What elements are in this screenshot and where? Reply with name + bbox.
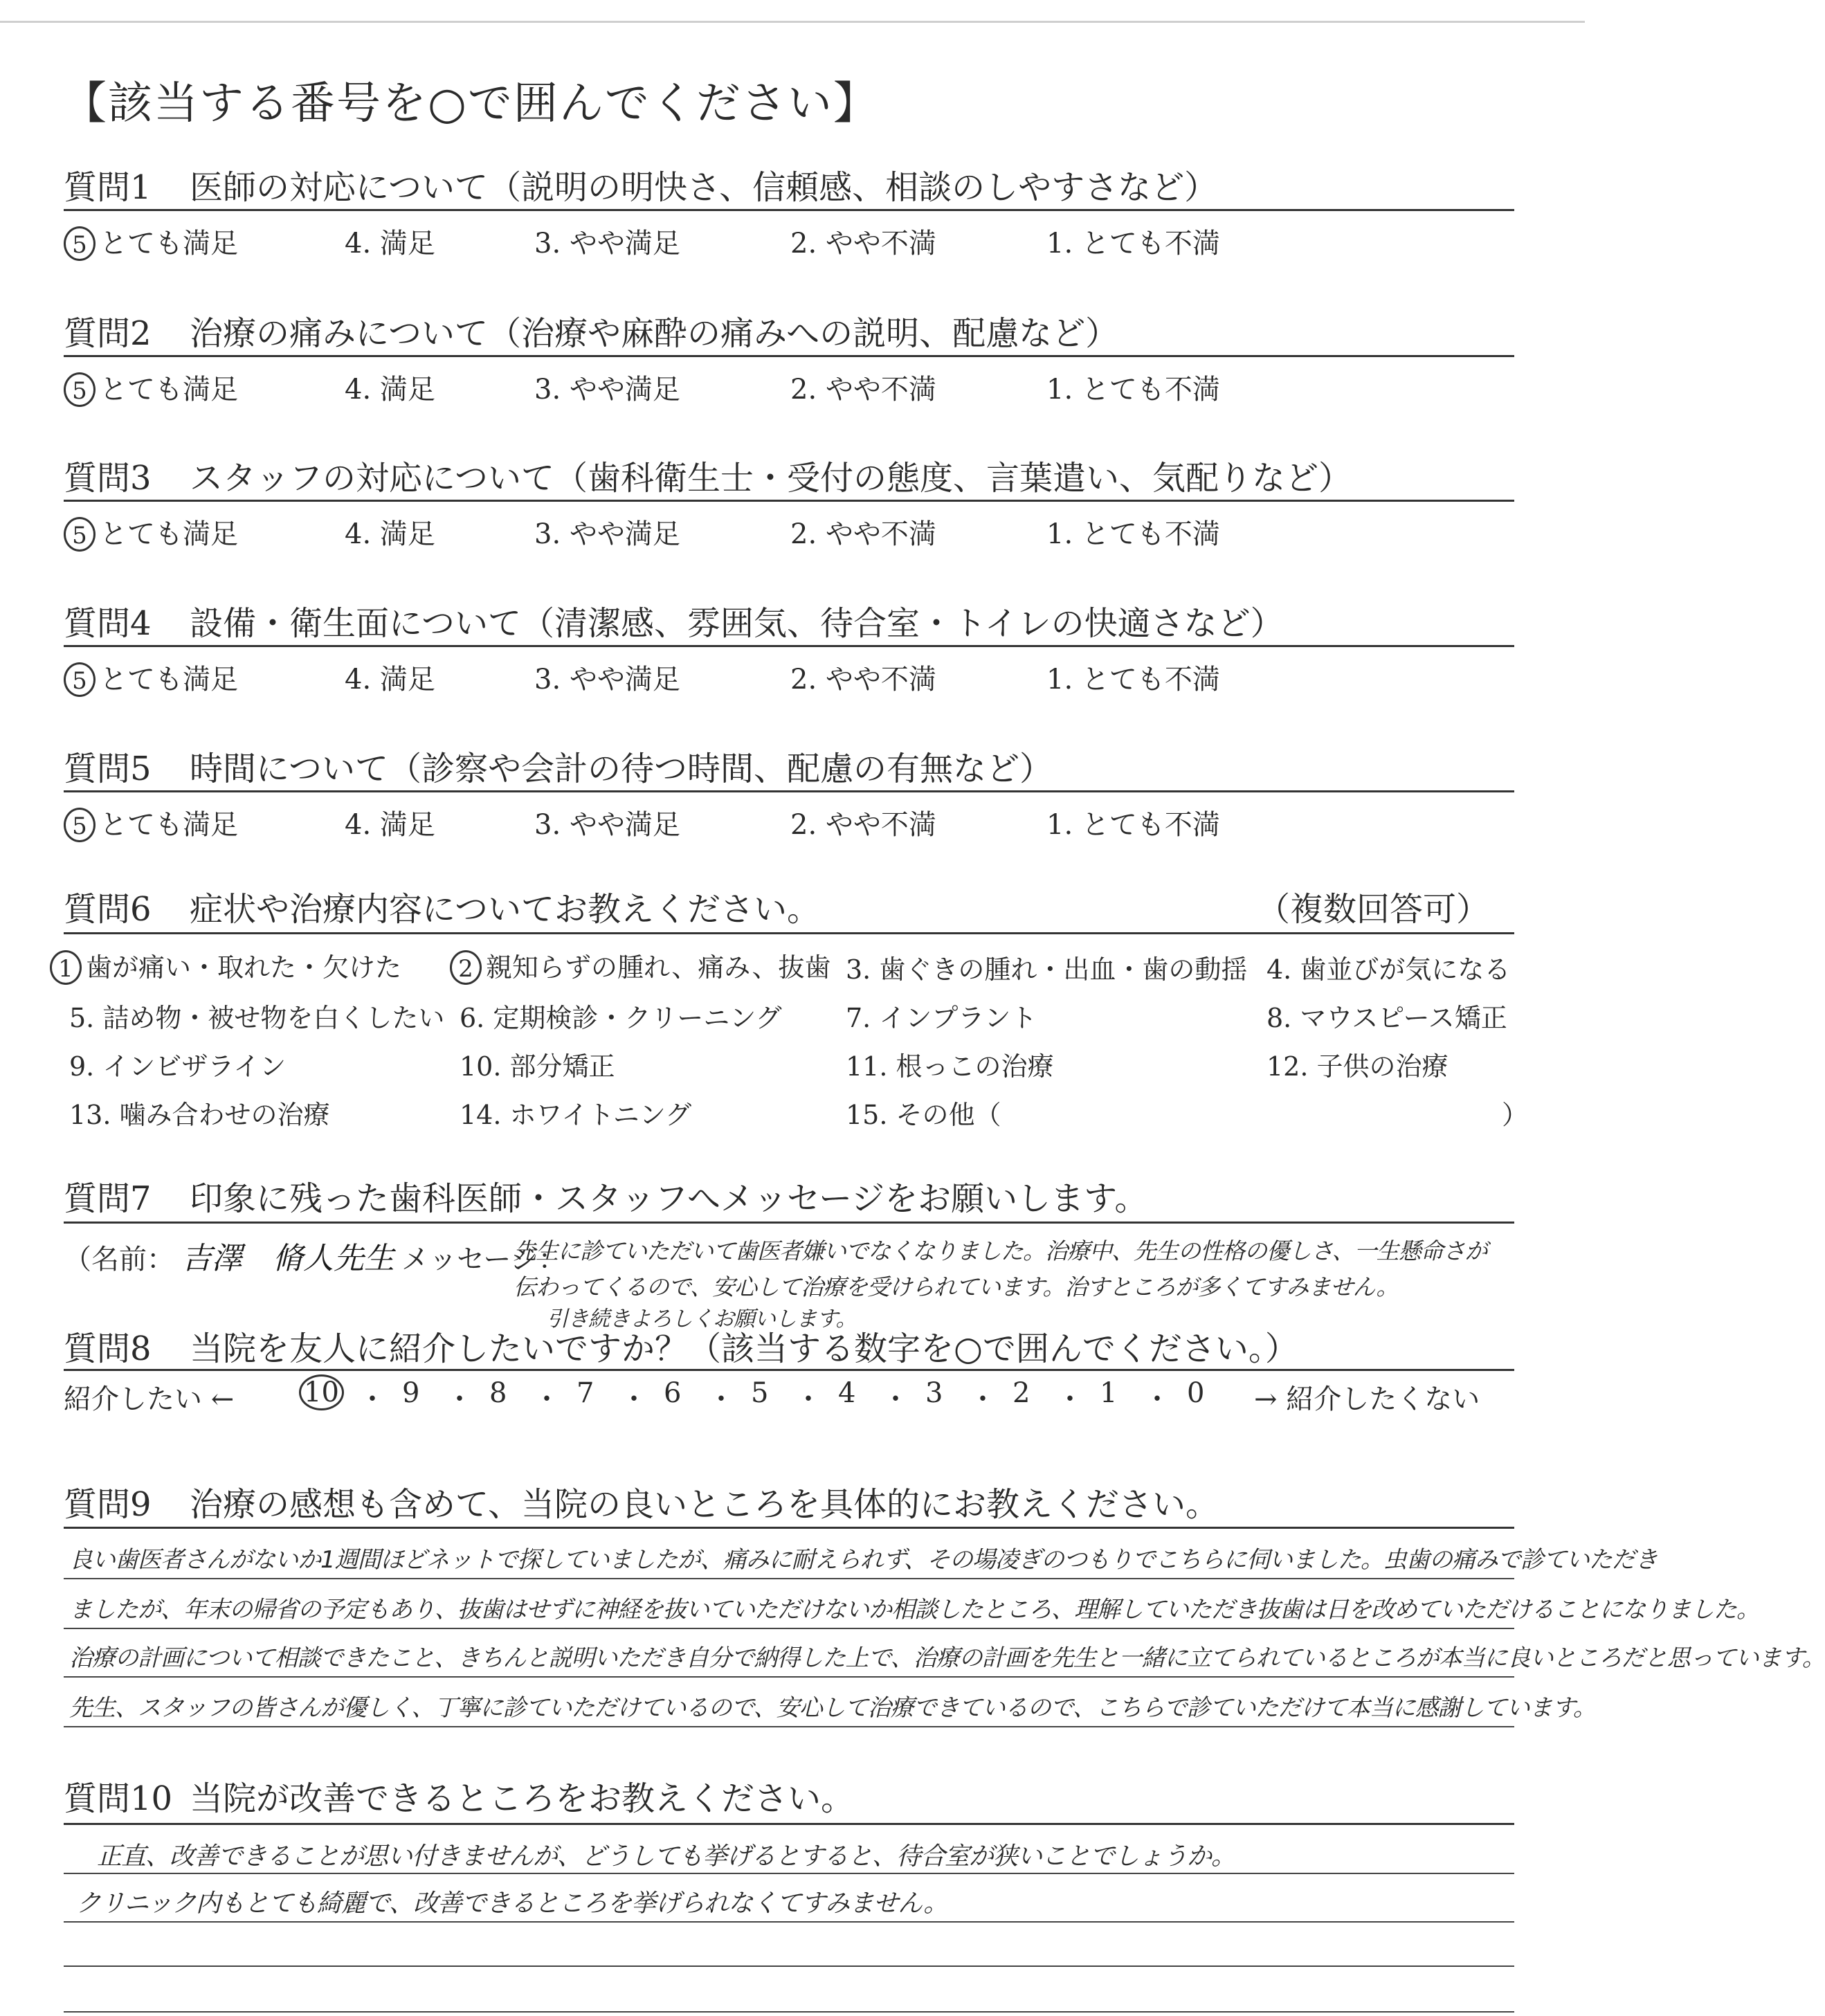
scale-separator: ・ [1143, 1383, 1171, 1415]
q6-title: 症状や治療内容についてお教えください。 [190, 890, 821, 929]
q6-option-14[interactable]: 14. ホワイトニング [460, 1100, 692, 1130]
q7-name-value[interactable]: 吉澤 脩人先生 [181, 1241, 394, 1276]
q7-message-line-3[interactable]: 引き続きよろしくお願いします。 [547, 1307, 857, 1332]
selected-circle: 5 [64, 662, 96, 697]
question-2-option-3[interactable]: 3. やや満足 [534, 374, 680, 406]
q7-name-row [64, 1233, 566, 1278]
question-1-option-3[interactable]: 3. やや満足 [534, 228, 680, 260]
option-label: とても満足 [100, 809, 238, 841]
question-4-option-3[interactable]: 3. やや満足 [534, 664, 680, 696]
selected-circle: 5 [64, 226, 96, 261]
question-4 [64, 597, 1517, 642]
q9-line-rule-1 [64, 1578, 1514, 1579]
question-3 [64, 451, 1517, 497]
question-3-option-3[interactable]: 3. やや満足 [534, 518, 680, 550]
q6-option-15[interactable]: 15. その他（ [846, 1100, 1001, 1130]
scale-value-2[interactable]: 2 [1013, 1377, 1030, 1409]
q7-rule [64, 1222, 1514, 1224]
question-3-rule [64, 500, 1514, 502]
q8-right-label: → 紹介したくない [1254, 1383, 1480, 1415]
q8-block [64, 1322, 1517, 1368]
scale-value-7[interactable]: 7 [576, 1377, 594, 1409]
q9-title: 治療の感想も含めて、当院の良いところを具体的にお教えください。 [190, 1485, 1219, 1524]
question-1-option-5[interactable] [64, 221, 238, 261]
option-label: とても満足 [100, 518, 238, 550]
scale-value-8[interactable]: 8 [489, 1377, 507, 1409]
scale-separator: ・ [533, 1383, 561, 1415]
selected-circle: 5 [64, 808, 96, 842]
question-4-rule [64, 645, 1514, 647]
question-5 [64, 742, 1517, 788]
question-3-title: スタッフの対応について（歯科衛生士・受付の態度、言葉遣い、気配りなど） [190, 459, 1352, 498]
q9-line-2[interactable]: ましたが、年末の帰省の予定もあり、抜歯はせずに神経を抜いていただけないか相談したところ、理解していただき抜歯は日を改めていただけることになりました。 [69, 1596, 1759, 1624]
question-1 [64, 161, 1517, 206]
question-1-number: 質問1 [64, 168, 152, 207]
q6-option-2[interactable]: 2 親知らずの腫れ、痛み、抜歯 [450, 946, 831, 985]
selected-circle: 5 [64, 372, 96, 407]
q10-line-rule-1 [64, 1873, 1514, 1874]
question-5-option-5[interactable] [64, 803, 238, 842]
scale-separator: ・ [707, 1383, 735, 1415]
option-label: とても満足 [100, 664, 238, 696]
scale-value-5[interactable]: 5 [751, 1377, 769, 1409]
question-5-option-4[interactable]: 4. 満足 [345, 809, 435, 841]
question-3-option-4[interactable]: 4. 満足 [345, 518, 435, 550]
question-5-title: 時間について（診察や会計の待つ時間、配慮の有無など） [190, 750, 1053, 788]
question-5-option-1[interactable]: 1. とても不満 [1046, 809, 1220, 841]
question-1-option-4[interactable]: 4. 満足 [345, 228, 435, 260]
scale-separator: ・ [358, 1383, 386, 1415]
q7-name-label: （名前： [64, 1244, 174, 1275]
question-1-option-1[interactable]: 1. とても不満 [1046, 228, 1220, 260]
question-4-option-2[interactable]: 2. やや不満 [790, 664, 936, 696]
q6-option-2-label: 親知らずの腫れ、痛み、抜歯 [486, 952, 831, 983]
q8-number: 質問8 [64, 1329, 152, 1368]
q7-message-line-1[interactable]: 先生に診ていただいて歯医者嫌いでなくなりました。治療中、先生の性格の優しさ、一生懸命さが [514, 1237, 1487, 1264]
scale-value-1[interactable]: 1 [1100, 1377, 1118, 1409]
scale-separator: ・ [795, 1383, 822, 1415]
scale-separator: ・ [620, 1383, 648, 1415]
question-2-option-2[interactable]: 2. やや不満 [790, 374, 936, 406]
q9-rule [64, 1527, 1514, 1529]
q9-line-rule-4 [64, 1726, 1514, 1727]
q6-note: （複数回答可） [1256, 890, 1489, 929]
q10-line-rule-2 [64, 1921, 1514, 1923]
scale-value-10[interactable]: 10 [299, 1374, 344, 1410]
question-2-number: 質問2 [64, 314, 152, 353]
question-5-number: 質問5 [64, 750, 152, 788]
q10-block [64, 1772, 1517, 1817]
q6-block [64, 882, 1517, 928]
q6-option-15-close: ） [1502, 1100, 1529, 1130]
q7-block [64, 1172, 1517, 1217]
question-5-rule [64, 790, 1514, 792]
q6-option-11[interactable]: 11. 根っこの治療 [846, 1051, 1054, 1082]
question-3-option-2[interactable]: 2. やや不満 [790, 518, 936, 550]
q6-option-8[interactable]: 8. マウスピース矯正 [1266, 1003, 1507, 1033]
scale-separator: ・ [446, 1383, 473, 1415]
question-3-number: 質問3 [64, 459, 152, 498]
scale-separator: ・ [882, 1383, 909, 1415]
q9-line-rule-3 [64, 1676, 1514, 1678]
q6-option-7[interactable]: 7. インプラント [846, 1003, 1037, 1033]
question-5-option-2[interactable]: 2. やや不満 [790, 809, 936, 841]
q10-title: 当院が改善できるところをお教えください。 [190, 1779, 855, 1818]
scale-value-6[interactable]: 6 [664, 1377, 682, 1409]
question-3-option-1[interactable]: 1. とても不満 [1046, 518, 1220, 550]
scale-value-9[interactable]: 9 [402, 1377, 420, 1409]
question-3-option-5[interactable] [64, 512, 238, 552]
q6-option-13[interactable]: 13. 噛み合わせの治療 [69, 1100, 330, 1130]
q10-rule [64, 1823, 1514, 1825]
question-2-rule [64, 355, 1514, 357]
q6-rule [64, 932, 1514, 934]
scale-value-3[interactable]: 3 [925, 1377, 943, 1409]
q6-option-1-label: 歯が痛い・取れた・欠けた [86, 952, 402, 983]
q6-option-5[interactable]: 5. 詰め物・被せ物を白くしたい [69, 1003, 445, 1033]
q9-block [64, 1478, 1517, 1523]
q7-number: 質問7 [64, 1179, 152, 1218]
q7-message-line-2[interactable]: 伝わってくるので、安心して治療を受けられています。治すところが多くてすみません。 [514, 1273, 1399, 1300]
q6-number: 質問6 [64, 890, 152, 929]
scale-value-4[interactable]: 4 [838, 1377, 856, 1409]
question-1-title: 医師の対応について（説明の明快さ、信頼感、相談のしやすさなど） [190, 168, 1218, 207]
q9-line-1[interactable]: 良い歯医者さんがないか1週間ほどネットで探していましたが、痛みに耐えられず、その場凌ぎのつもりでこちらに伺いました。虫歯の痛みで診ていただき [69, 1546, 1658, 1574]
q8-title: 当院を友人に紹介したいですか？（該当する数字を○で囲んでください。） [190, 1329, 1298, 1368]
question-4-option-5[interactable] [64, 657, 238, 697]
question-1-option-2[interactable]: 2. やや不満 [790, 228, 936, 260]
question-2-option-5[interactable] [64, 367, 238, 407]
scale-separator: ・ [1056, 1383, 1084, 1415]
question-2 [64, 307, 1517, 352]
question-4-option-1[interactable]: 1. とても不満 [1046, 664, 1220, 696]
q8-rule [64, 1369, 1514, 1371]
q10-line-rule-4 [64, 2011, 1514, 2013]
q6-option-9[interactable]: 9. インビザライン [69, 1051, 287, 1082]
question-1-rule [64, 209, 1514, 211]
q6-option-12[interactable]: 12. 子供の治療 [1266, 1051, 1449, 1082]
q6-option-4[interactable]: 4. 歯並びが気になる [1266, 954, 1511, 985]
q6-option-10[interactable]: 10. 部分矯正 [460, 1051, 615, 1082]
question-4-number: 質問4 [64, 604, 152, 643]
form-header: 【該当する番号を○で囲んでください】 [62, 78, 879, 129]
q7-message-label: メッセージ： [401, 1244, 566, 1275]
q10-line-2[interactable]: クリニック内もとても綺麗で、改善できるところを挙げられなくてすみません。 [76, 1889, 948, 1918]
option-label: とても満足 [100, 374, 238, 406]
q7-title: 印象に残った歯科医師・スタッフへメッセージをお願いします。 [190, 1179, 1148, 1218]
q9-line-4[interactable]: 先生、スタッフの皆さんが優しく、丁寧に診ていただけているので、安心して治療できているので、こちらで診ていただけて本当に感謝しています。 [69, 1694, 1596, 1722]
question-2-option-4[interactable]: 4. 満足 [345, 374, 435, 406]
question-2-title: 治療の痛みについて（治療や麻酔の痛みへの説明、配慮など） [190, 314, 1119, 353]
selected-circle: 5 [64, 517, 96, 552]
question-4-option-4[interactable]: 4. 満足 [345, 664, 435, 696]
q6-option-3[interactable]: 3. 歯ぐきの腫れ・出血・歯の動揺 [846, 954, 1248, 985]
option-label: とても満足 [100, 228, 238, 260]
q10-line-rule-3 [64, 1965, 1514, 1967]
q9-line-rule-2 [64, 1628, 1514, 1629]
scale-separator: ・ [969, 1383, 997, 1415]
question-5-option-3[interactable]: 3. やや満足 [534, 809, 680, 841]
q10-number: 質問10 [64, 1779, 173, 1818]
scale-value-0[interactable]: 0 [1187, 1377, 1205, 1409]
q10-line-1[interactable]: 正直、改善できることが思い付きませんが、どうしても挙げるとすると、待合室が狭いことでしょうか。 [97, 1842, 1236, 1871]
q9-line-3[interactable]: 治療の計画について相談できたこと、きちんと説明いただき自分で納得した上で、治療の計画を先生と一緒に立てられているところが本当に良いところだと思っています。 [69, 1644, 1825, 1672]
q8-left-label: 紹介したい ← [64, 1383, 235, 1415]
question-4-title: 設備・衛生面について（清潔感、雰囲気、待合室・トイレの快適さなど） [190, 604, 1284, 643]
q6-option-6[interactable]: 6. 定期検診・クリーニング [460, 1003, 782, 1033]
question-2-option-1[interactable]: 1. とても不満 [1046, 374, 1220, 406]
q6-option-1[interactable]: 1 歯が痛い・取れた・欠けた [50, 946, 401, 985]
top-border [0, 21, 1585, 23]
q9-number: 質問9 [64, 1485, 152, 1524]
